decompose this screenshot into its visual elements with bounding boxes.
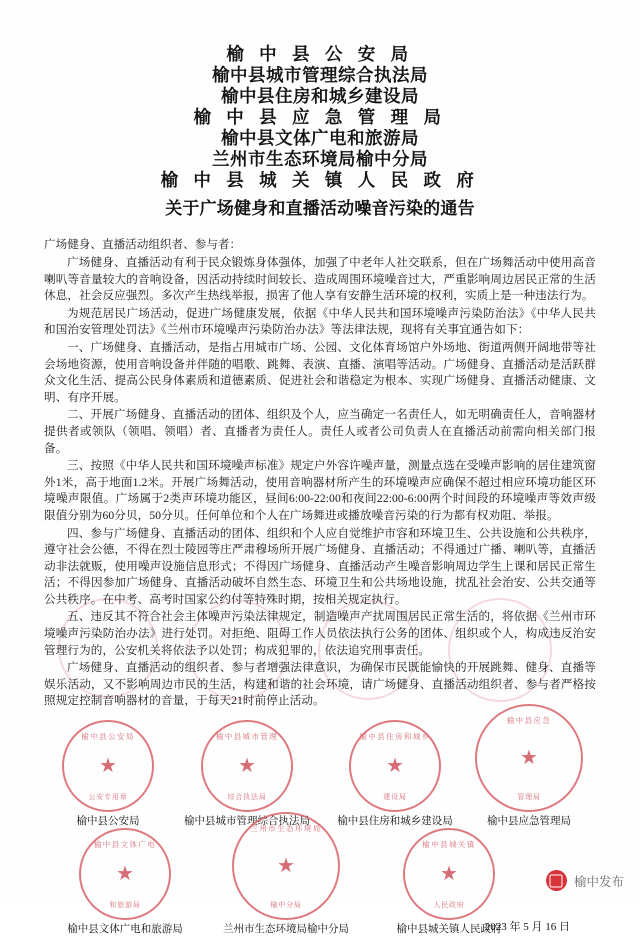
seal-bottom-text: 榆中分局 xyxy=(270,901,302,910)
seal-row xyxy=(44,716,596,828)
seal-star-icon: ★ xyxy=(520,747,538,770)
seal-bottom-text: 公安专用章 xyxy=(88,793,128,802)
seal-group xyxy=(166,716,328,828)
paragraph: 四、参与广场健身、直播活动的团体、组织和个人应自觉维护市容和环境卫生、公共设施和公共秩序，遵守社会公德，不得在烈士陵园等庄严肃穆场所开展广场健身、直播活动；不得通过广播、喇叭等，直播活动非法就贩，使用噪声设施信息形式；不得因广场健身、直播活动产生噪音影响周边学生上课和居民正常生活；不得因参加广场健身、直播活动破坏自然生态、环境卫生和公共场地设施，扰乱社会治安、公共交通等公共秩序。在中考、高考时国家公约付等特殊时期，按相关规定执行。 xyxy=(44,526,596,606)
paragraph: 二、开展广场健身、直播活动的团体、组织及个人，应当确定一名责任人，如无明确责任人，音响器材提供者或领队（领唱、领唱）者、直播者为责任人。责任人或者公司负责人在直播活动前需向相关部门报备。 xyxy=(44,408,596,455)
seal-bottom-text: 人民政府 xyxy=(433,901,465,910)
official-seal-icon xyxy=(201,720,293,812)
publisher-logo-icon xyxy=(546,870,567,891)
seal-row xyxy=(44,824,596,936)
seal-label: 榆中县城关镇人民政府 xyxy=(396,924,502,936)
paragraph: 广场健身、直播活动有利于民众锻炼身体强体，加强了中老年人社交联系，但在广场舞活动中使用高音喇叭等音量较大的音响设备，因活动持续时间较长、造成周围环境噪音过大，严重影响周边居民正常的生活休息，社会反应强烈。多次产生热线举报，损害了他人享有安静生活环境的权利，实质上是一种违法行为。 xyxy=(44,256,596,303)
seal-top-text: 榆中县公安局 xyxy=(81,732,135,742)
paragraph: 一、广场健身、直播活动，是指占用城市广场、公园、文化体育场馆户外场地、街道两侧开阔地带等社会场地资源，使用音响设备并伴随的唱歌、跳舞、表演、直播、演唱等活动。广场健身、直播活动是活跃群众文化生活、提高公民身体素质和道德素质、促进社会和谐稳定为根本、实现广场健身、直播活动健康、文明、有序开展。 xyxy=(44,340,596,404)
issuing-agency: 榆 中 县 应 急 管 理 局 xyxy=(193,107,447,127)
paragraph: 广场健身、直播活动的组织者、参与者增强法律意识，为确保市民既能愉快的开展跳舞、健身、直播等娱乐活动，又不影响周边市民的生活，构建和谐的社会环境，请广场健身、直播活动组织者、参与者严格按照规定控制音响器材的音量，于每天21时前停止活动。 xyxy=(44,661,596,708)
seal-group xyxy=(316,716,474,828)
official-seal-icon xyxy=(349,720,441,812)
seal-star-icon: ★ xyxy=(277,855,295,878)
official-seal-icon xyxy=(232,812,340,920)
page-title: 关于广场健身和直播活动噪音污染的通告 xyxy=(165,199,475,218)
publisher-badge[interactable] xyxy=(546,870,624,891)
seal-bottom-text: 和旅游局 xyxy=(109,901,141,910)
seal-group xyxy=(462,716,596,828)
paragraph: 为规范居民广场活动，促进广场健康发展，依据《中华人民共和国环境噪声污染防治法》《中华人民共和国治安管理处罚法》《兰州市环境噪声污染防治办法》等法律法规，现将有关事宜通告如下： xyxy=(44,306,596,337)
seal-group xyxy=(44,716,172,828)
salutation: 广场健身、直播活动组织者、参与者： xyxy=(44,238,242,251)
seal-top-text: 榆中县住房和城乡 xyxy=(359,732,431,742)
issuing-agency: 兰州市生态环境局榆中分局 xyxy=(212,149,428,169)
issuing-agency: 榆中县住房和城乡建设局 xyxy=(221,86,419,106)
document-header xyxy=(0,0,640,220)
seal-star-icon: ★ xyxy=(116,863,134,886)
seal-bottom-text: 建设局 xyxy=(383,793,407,802)
official-seal-icon xyxy=(403,828,495,920)
issuing-agency: 榆 中 县 公 安 局 xyxy=(226,44,414,64)
seal-label: 榆中县应急管理局 xyxy=(487,816,571,828)
seal-label: 榆中县文体广电和旅游局 xyxy=(67,924,183,936)
seal-top-text: 榆中县文体广电 xyxy=(93,840,157,850)
issuing-agency: 榆中县城市管理综合执法局 xyxy=(212,65,428,85)
paragraph: 五、违反其不符合社会主体噪声污染法律规定，制造噪声产扰周围居民正常生活的，将依据《兰州市环境噪声污染防治办法》进行处罚。对拒绝、阻碍工作人员依法执行公务的团体、组织或个人，构成违反治安管理行为的，公安机关将依法予以处罚；构成犯罪的，依法追究刑事责任。 xyxy=(44,610,596,657)
document-body xyxy=(0,220,640,941)
seal-bottom-text: 管理局 xyxy=(517,793,541,802)
seal-bottom-text: 综合执法局 xyxy=(227,793,267,802)
seal-star-icon: ★ xyxy=(238,755,256,778)
seal-top-text: 榆中县应急 xyxy=(506,716,552,726)
document-date: 2023 年 5 月 16 日 xyxy=(484,921,570,934)
official-seal-icon xyxy=(79,828,171,920)
seal-top-text: 榆中县城市管理 xyxy=(215,732,279,742)
seal-block xyxy=(44,716,596,941)
seal-star-icon: ★ xyxy=(386,755,404,778)
issuing-agency: 榆中县文体广电和旅游局 xyxy=(221,128,419,148)
seal-top-text: 兰州市生态环境局 xyxy=(250,824,322,834)
seal-group xyxy=(44,824,206,936)
seal-star-icon: ★ xyxy=(99,755,117,778)
paragraph: 三、按照《中华人民共和国环境噪声标准》规定户外容许噪声量，测量点选在受噪声影响的居住建筑窗外1米，高于地面1.2米。开展广场舞活动，使用音响器材所产生的环境噪声应确保不超过相应环境功能区环境噪声限值。广场属于2类声环境功能区，昼间6:00-22:00和夜间22:00-6:00两个时间段的环境噪声等效声级限值分别为60分贝，50分贝。任何单位和个人在广场舞进或播放噪音污染的行为都有权劝阻、举报。 xyxy=(44,459,596,522)
seal-top-text: 榆中县城关镇 xyxy=(422,840,476,850)
seal-label: 榆中县住房和城乡建设局 xyxy=(337,816,453,828)
issuing-agency: 榆 中 县 城 关 镇 人 民 政 府 xyxy=(160,170,480,190)
publisher-name: 榆中发布 xyxy=(573,874,624,889)
seal-star-icon: ★ xyxy=(440,863,458,886)
official-seal-icon xyxy=(475,704,583,812)
seal-label: 兰州市生态环境局榆中分局 xyxy=(223,924,349,936)
seal-label: 榆中县城市管理综合执法局 xyxy=(184,816,310,828)
seal-label: 榆中县公安局 xyxy=(76,816,140,828)
seal-group xyxy=(202,824,370,936)
official-seal-icon xyxy=(62,720,154,812)
